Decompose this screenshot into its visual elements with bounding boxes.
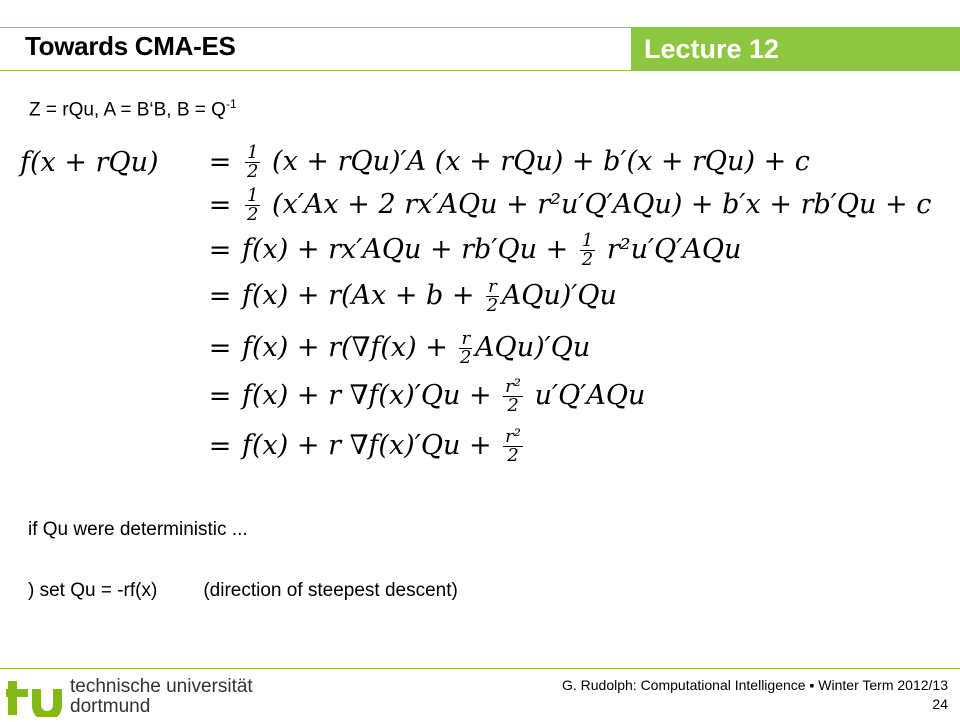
fraction-denominator: 2 <box>460 346 472 368</box>
footer-rule <box>0 668 960 669</box>
equals-sign: = <box>208 380 232 412</box>
fraction-denominator: 2 <box>507 444 519 466</box>
equation-rhs <box>242 229 742 270</box>
rhs-post: r²u′Q′AQu <box>598 233 742 265</box>
equals-sign: = <box>208 234 232 266</box>
rhs-pre: f(x) + rx′AQu + rb′Qu + <box>242 233 577 265</box>
definition-exponent: -1 <box>225 97 237 111</box>
fraction-numerator: 1 <box>247 141 259 163</box>
fraction-denominator: 2 <box>486 294 499 316</box>
deterministic-note: if Qu were deterministic ... <box>28 519 248 540</box>
rhs-post: u′Q′AQu <box>525 379 646 411</box>
equation-rhs <box>242 141 810 182</box>
author-credit: G. Rudolph: Computational Intelligence ▪ Winter Term 2012/13 <box>561 677 948 693</box>
university-name <box>70 677 253 717</box>
derivation-block <box>20 140 950 470</box>
fraction-numerator: r² <box>505 425 521 447</box>
definition-line <box>29 97 237 121</box>
equals-sign: = <box>208 280 232 312</box>
rhs-post: (x + rQu)′A (x + rQu) + b′(x + rQu) + c <box>263 145 810 177</box>
set-qu-text: ) set Qu = -rf(x) <box>28 580 158 601</box>
definition-text: Z = rQu, A = B‘B, B = Q <box>29 99 226 121</box>
equals-sign: = <box>208 332 232 364</box>
equation-rhs <box>242 375 646 416</box>
steepest-descent-note: (direction of steepest descent) <box>203 580 458 601</box>
slide-title: Towards CMA-ES <box>25 31 236 61</box>
fraction-denominator: 2 <box>581 248 594 270</box>
fraction <box>245 141 260 182</box>
page-number: 24 <box>932 696 948 712</box>
university-name-line-2: dortmund <box>70 696 151 717</box>
fraction-denominator: 2 <box>247 160 259 182</box>
lecture-label: Lecture 12 <box>644 34 780 64</box>
fraction-denominator: 2 <box>507 394 519 416</box>
rhs-post: (x′Ax + 2 rx′AQu + r²u′Q′AQu) + b′x + rb′Qu + c <box>263 188 932 220</box>
equation-rhs <box>242 184 932 225</box>
fraction <box>459 327 472 368</box>
fraction <box>245 184 260 225</box>
fraction-numerator: 1 <box>247 184 259 206</box>
equals-sign: = <box>208 189 232 221</box>
fraction-numerator: r <box>461 327 471 349</box>
tu-logo-icon <box>6 675 64 717</box>
equation-rhs <box>242 275 617 316</box>
fraction <box>486 275 499 316</box>
rhs-pre: f(x) + r ∇f(x)′Qu + <box>242 429 501 461</box>
rhs-post: AQu)′Qu <box>475 331 591 363</box>
fraction <box>580 229 595 270</box>
rhs-pre: f(x) + r(∇f(x) + <box>242 331 457 363</box>
equation-rhs <box>242 327 591 368</box>
fraction-denominator: 2 <box>247 203 259 225</box>
equation-lhs: f(x + rQu) <box>20 146 159 178</box>
header-bottom-rule <box>0 70 960 71</box>
rhs-post: AQu)′Qu <box>501 279 617 311</box>
tu-logo <box>6 675 64 717</box>
rhs-pre: f(x) + r(Ax + b + <box>242 279 484 311</box>
rhs-pre: f(x) + r ∇f(x)′Qu + <box>242 379 501 411</box>
fraction-numerator: 1 <box>581 229 594 251</box>
fraction-numerator: r <box>488 275 497 297</box>
equals-sign: = <box>208 146 232 178</box>
equals-sign: = <box>208 430 232 462</box>
fraction-numerator: r² <box>505 375 521 397</box>
steepest-descent-line <box>28 580 458 602</box>
lecture-label-box <box>631 27 960 71</box>
university-name-line-1: technische universität <box>70 676 253 697</box>
fraction <box>503 375 523 416</box>
fraction <box>503 425 523 466</box>
footer-credit <box>562 676 948 714</box>
equation-rhs <box>242 425 526 466</box>
